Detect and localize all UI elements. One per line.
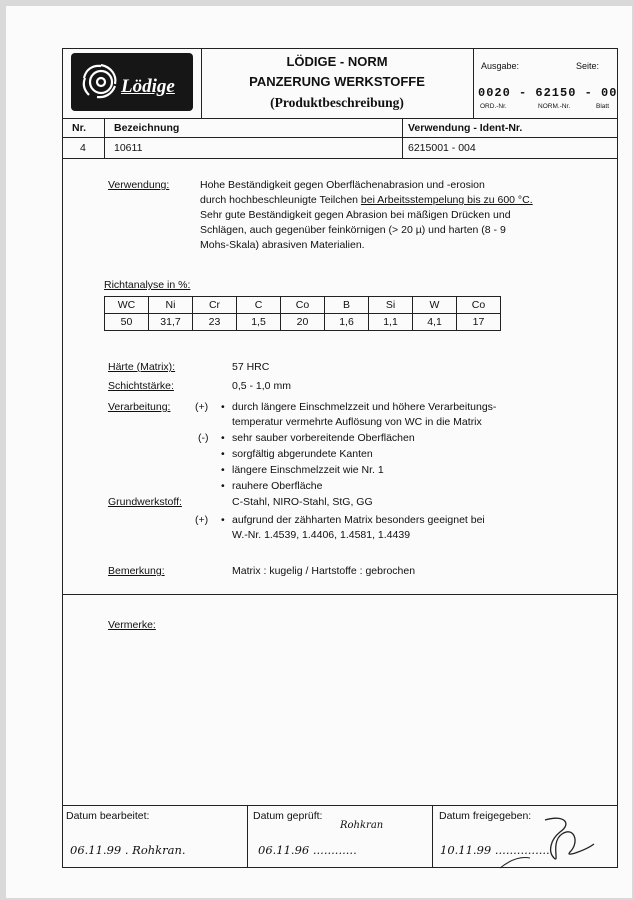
datum-freigegeben-value: 10.11.99 ............... bbox=[440, 843, 550, 857]
grundwerkstoff-plus-line-1: aufgrund der zähharten Matrix besonders geeignet bei bbox=[232, 514, 485, 526]
vermerke-rule bbox=[62, 594, 618, 595]
verarbeitung-minus-item: sehr sauber vorbereitende Oberflächen bbox=[232, 432, 415, 444]
analysis-value: 1,6 bbox=[325, 314, 369, 331]
grundwerkstoff-plus-line-2: W.-Nr. 1.4539, 1.4406, 1.4581, 1.4439 bbox=[232, 529, 411, 541]
verwendung-line-3: Sehr gute Beständigkeit gegen Abrasion bei mäßigen Drücken und bbox=[200, 209, 511, 221]
col-bezeichnung-header: Bezeichnung bbox=[114, 122, 180, 134]
analysis-value: 1,1 bbox=[369, 314, 413, 331]
datum-geprueft-label: Datum geprüft: bbox=[253, 810, 323, 822]
grundwerkstoff-label: Grundwerkstoff: bbox=[108, 496, 182, 508]
header-bottom-rule bbox=[62, 118, 618, 119]
grundwerkstoff-plus-sign: (+) bbox=[195, 514, 209, 526]
verarbeitung-minus-item: sorgfältig abgerundete Kanten bbox=[232, 448, 373, 460]
analysis-element: W bbox=[413, 297, 457, 314]
verarbeitung-label: Verarbeitung: bbox=[108, 401, 171, 413]
schicht-label: Schichtstärke: bbox=[108, 380, 174, 392]
analysis-element: WC bbox=[105, 297, 149, 314]
row-bezeichnung: 10611 bbox=[114, 142, 143, 154]
verwendung-line-2b: bei Arbeitsstempelung bis zu 600 °C. bbox=[360, 194, 533, 206]
geprueft-signature: Rohkran bbox=[340, 820, 384, 831]
footer-divider-1 bbox=[247, 805, 248, 868]
col-nr-header: Nr. bbox=[72, 122, 87, 134]
verwendung-label: Verwendung: bbox=[108, 179, 170, 191]
ausgabe-label: Ausgabe: bbox=[481, 61, 520, 71]
analysis-value: 23 bbox=[193, 314, 237, 331]
analysis-element: Si bbox=[369, 297, 413, 314]
verwendung-line-1: Hohe Beständigkeit gegen Oberflächenabrasion und -erosion bbox=[200, 179, 485, 191]
col-divider-1 bbox=[104, 118, 105, 158]
bullet-2: • bbox=[221, 432, 225, 444]
verarbeitung-minus-item: längere Einschmelzzeit wie Nr. 1 bbox=[232, 464, 384, 476]
verarbeitung-plus-sign: (+) bbox=[195, 401, 209, 413]
analysis-element: Co bbox=[457, 297, 501, 314]
analysis-value: 20 bbox=[281, 314, 325, 331]
haerte-value: 57 HRC bbox=[232, 361, 270, 373]
verarbeitung-plus-line-1: durch längere Einschmelzzeit und höhere Verarbeitungs- bbox=[232, 401, 497, 413]
datum-bearbeitet-value: 06.11.99 . Rohkran. bbox=[70, 843, 186, 857]
analysis-value: 4,1 bbox=[413, 314, 457, 331]
analysis-element: C bbox=[237, 297, 281, 314]
bemerkung-label: Bemerkung: bbox=[108, 565, 165, 577]
company-logo bbox=[71, 53, 193, 111]
columns-rule bbox=[62, 137, 618, 138]
footer-rule bbox=[62, 805, 618, 806]
verwendung-line-4: Schlägen, auch gegenüber feinkörnigen (> 20 µ) und harten (8 - 9 bbox=[200, 224, 506, 236]
title-line-1: LÖDIGE - NORM bbox=[286, 54, 388, 69]
row-ident: 6215001 - 004 bbox=[408, 142, 476, 154]
analysis-value: 1,5 bbox=[237, 314, 281, 331]
ord-label: ORD.-Nr. bbox=[480, 103, 507, 110]
title-line-2: PANZERUNG WERKSTOFFE bbox=[249, 74, 425, 89]
analysis-element: B bbox=[325, 297, 369, 314]
datum-bearbeitet-label: Datum bearbeitet: bbox=[66, 810, 150, 822]
verarbeitung-minus-sign: (-) bbox=[198, 432, 209, 444]
analysis-element: Co bbox=[281, 297, 325, 314]
col-verwendung-header: Verwendung - Ident-Nr. bbox=[408, 122, 523, 134]
analysis-element: Cr bbox=[193, 297, 237, 314]
col-divider-2 bbox=[402, 118, 403, 158]
verwendung-line-5: Mohs-Skala) abrasiven Materialien. bbox=[200, 239, 365, 251]
logo-text: Lödige bbox=[121, 76, 175, 97]
header-divider-2 bbox=[473, 48, 474, 118]
seite-label: Seite: bbox=[576, 61, 600, 71]
bullet-4: • bbox=[221, 464, 225, 476]
datum-geprueft-value: 06.11.96 ............ bbox=[258, 843, 357, 857]
row-rule bbox=[62, 158, 618, 159]
analysis-value: 31,7 bbox=[149, 314, 193, 331]
analysis-value-row bbox=[105, 314, 501, 331]
verwendung-line-2 bbox=[200, 194, 533, 206]
freigegeben-signature-icon bbox=[490, 812, 600, 872]
analysis-element: Ni bbox=[149, 297, 193, 314]
norm-label: NORM.-Nr. bbox=[538, 103, 571, 110]
datum-freigegeben-label: Datum freigegeben: bbox=[439, 810, 532, 822]
analysis-table bbox=[104, 296, 501, 331]
analysis-label: Richtanalyse in %: bbox=[104, 279, 191, 291]
analysis-value: 17 bbox=[457, 314, 501, 331]
bullet-3: • bbox=[221, 448, 225, 460]
bullet-6: • bbox=[221, 514, 225, 526]
grundwerkstoff-value: C-Stahl, NIRO-Stahl, StG, GG bbox=[232, 496, 373, 508]
blatt-label: Blatt bbox=[596, 103, 610, 110]
analysis-element-row bbox=[105, 297, 501, 314]
analysis-value: 50 bbox=[105, 314, 149, 331]
row-nr: 4 bbox=[80, 142, 86, 154]
verarbeitung-minus-item: rauhere Oberfläche bbox=[232, 480, 323, 492]
schicht-value: 0,5 - 1,0 mm bbox=[232, 380, 291, 392]
verwendung-line-2a: durch hochbeschleunigte Teilchen bbox=[200, 194, 361, 206]
norm-number: 0020 - 62150 - 00 bbox=[478, 86, 618, 100]
bullet-1: • bbox=[221, 401, 225, 413]
haerte-label: Härte (Matrix): bbox=[108, 361, 176, 373]
vermerke-label: Vermerke: bbox=[108, 619, 156, 631]
title-line-3: (Produktbeschreibung) bbox=[270, 95, 404, 110]
footer-divider-2 bbox=[432, 805, 433, 868]
bemerkung-value: Matrix : kugelig / Hartstoffe : gebrochen bbox=[232, 565, 416, 577]
verarbeitung-plus-line-2: temperatur vermehrte Auflösung von WC in die Matrix bbox=[232, 416, 482, 428]
bullet-5: • bbox=[221, 480, 225, 492]
